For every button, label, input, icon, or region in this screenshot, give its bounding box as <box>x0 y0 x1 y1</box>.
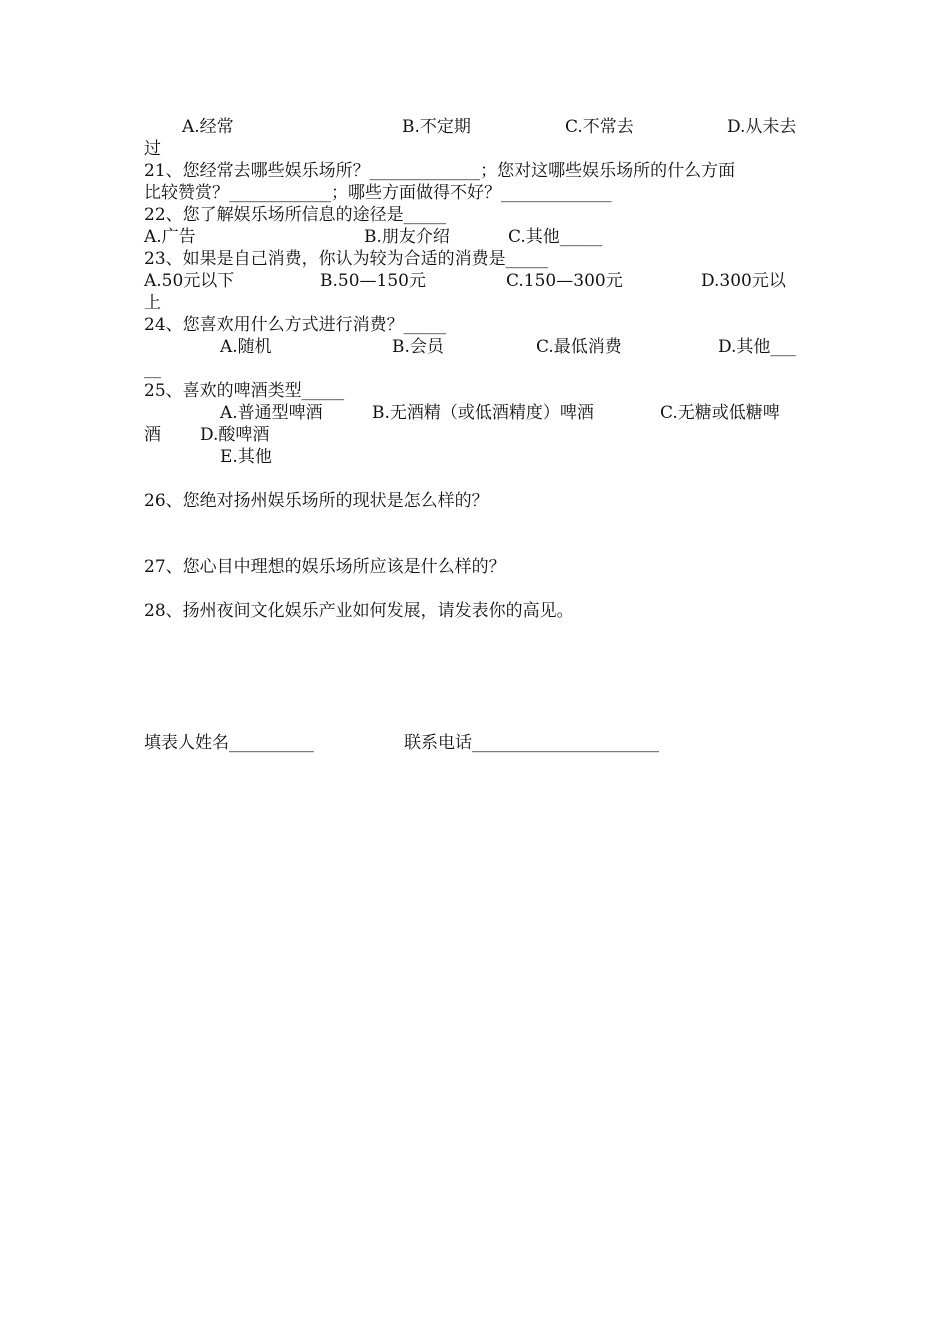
q24-question: 24、您喜欢用什么方式进行消费？_____ <box>144 315 447 335</box>
q25-option-c-wrap: 酒 <box>144 425 161 445</box>
q25-option-c: C.无糖或低糖啤 <box>660 403 780 423</box>
q25-option-d: D.酸啤酒 <box>200 425 270 445</box>
q25-option-b: B.无酒精（或低酒精度）啤酒 <box>372 403 594 423</box>
q24-option-c: C.最低消费 <box>536 337 622 357</box>
q24-option-b: B.会员 <box>392 337 444 357</box>
contact-phone-field: 联系电话______________________ <box>404 733 659 753</box>
q24-option-a: A.随机 <box>220 337 272 357</box>
q25-question: 25、喜欢的啤酒类型_____ <box>144 381 345 401</box>
q21-line-1: 21、您经常去哪些娱乐场所？_____________；您对这哪些娱乐场所的什么方面 <box>144 161 736 181</box>
q24-option-d-wrap: __ <box>144 359 161 379</box>
q24-option-d: D.其他___ <box>718 337 796 357</box>
q20-option-b: B.不定期 <box>402 117 471 137</box>
q28-question: 28、扬州夜间文化娱乐产业如何发展，请发表你的高见。 <box>144 601 574 621</box>
q20-option-a: A.经常 <box>182 117 234 137</box>
filler-name-field: 填表人姓名__________ <box>144 733 314 753</box>
q25-option-a: A.普通型啤酒 <box>220 403 323 423</box>
q23-option-c: C.150—300元 <box>506 271 623 291</box>
q20-option-c: C.不常去 <box>565 117 634 137</box>
q23-option-d-wrap: 上 <box>144 293 161 313</box>
q22-option-a: A.广告 <box>144 227 196 247</box>
q22-option-b: B.朋友介绍 <box>364 227 450 247</box>
q20-option-d: D.从未去 <box>727 117 797 137</box>
q22-option-c: C.其他_____ <box>508 227 603 247</box>
q23-question: 23、如果是自己消费，你认为较为合适的消费是_____ <box>144 249 549 269</box>
q27-question: 27、您心目中理想的娱乐场所应该是什么样的？ <box>144 557 506 577</box>
q25-option-e: E.其他 <box>220 447 272 467</box>
q23-option-d: D.300元以 <box>701 271 786 291</box>
q23-option-a: A.50元以下 <box>144 271 235 291</box>
q26-question: 26、您绝对扬州娱乐场所的现状是怎么样的？ <box>144 491 489 511</box>
q20-option-d-wrap: 过 <box>144 139 161 159</box>
q23-option-b: B.50—150元 <box>320 271 426 291</box>
q22-question: 22、您了解娱乐场所信息的途径是_____ <box>144 205 447 225</box>
q21-line-2: 比较赞赏？____________；哪些方面做得不好？_____________ <box>144 183 612 203</box>
